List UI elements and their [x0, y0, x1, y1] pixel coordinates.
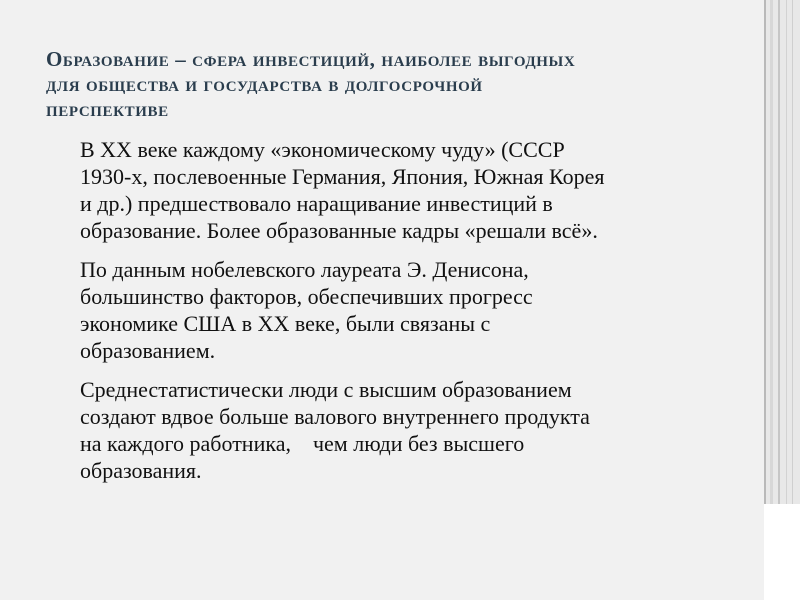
paragraph-line: и др.) предшествовало наращивание инвестиций в: [80, 191, 553, 216]
body-paragraph: [46, 376, 758, 484]
slide-title: [46, 47, 751, 122]
paragraph-line: образования.: [80, 458, 202, 483]
slide-title-line: перспективе: [46, 97, 169, 121]
slide-title-line: для общества и государства в долгосрочной: [46, 72, 483, 96]
paragraph-line: По данным нобелевского лауреата Э. Денисона,: [80, 257, 529, 282]
body-paragraph: [46, 136, 758, 244]
slide-title-line: Образование – сфера инвестиций, наиболее выгодных: [46, 47, 576, 71]
bottom-right-white-block: [764, 504, 800, 600]
body-paragraph: [46, 256, 758, 364]
paragraph-line: 1930-х, послевоенные Германия, Япония, Южная Корея: [80, 164, 605, 189]
slide-body-text: [46, 136, 758, 484]
paragraph-line: создают вдвое больше валового внутреннего продукта: [80, 404, 590, 429]
paragraph-line: на каждого работника, чем люди без высшего: [80, 431, 525, 456]
paragraph-line: образование. Более образованные кадры «решали всё».: [80, 218, 598, 243]
paragraph-line: большинство факторов, обеспечивших прогресс: [80, 284, 533, 309]
paragraph-line: В ХХ веке каждому «экономическому чуду» (СССР: [80, 137, 565, 162]
paragraph-line: экономике США в ХХ веке, были связаны с: [80, 311, 491, 336]
paragraph-line: Среднестатистически люди с высшим образованием: [80, 377, 572, 402]
paragraph-line: образованием.: [80, 338, 216, 363]
